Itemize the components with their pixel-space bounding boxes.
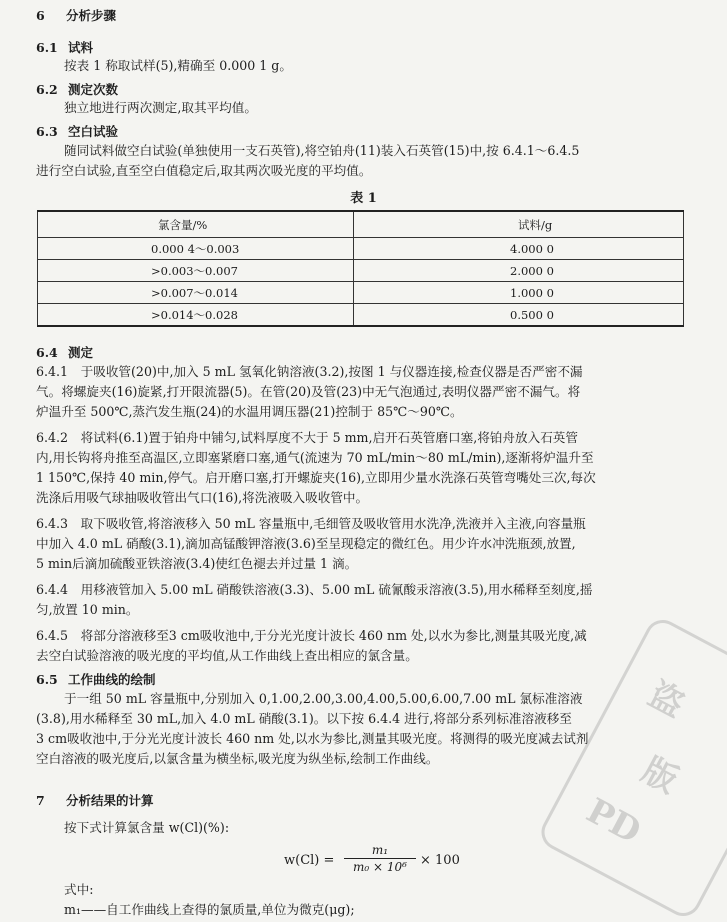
- section-6-5-line: 空白溶液的吸光度后,以氯含量为横坐标,吸光度为纵坐标,绘制工作曲线。: [36, 751, 439, 766]
- section-6-5-line: (3.8),用水稀释至 30 mL,加入 4.0 mL 硝酸(3.1)。以下按 6.4.4 进行,将部分系列标准溶液移至: [36, 711, 572, 726]
- table-cell: >0.003～0.007: [38, 260, 354, 282]
- section-6-1-text: 按表 1 称取试样(5),精确至 0.000 1 g。: [64, 58, 292, 73]
- table-1-caption: 表 1: [350, 191, 377, 206]
- formula-numerator: m₁: [344, 843, 416, 859]
- section-6-5-line: 3 cm吸收池中,于分光光度计波长 460 nm 处,以水为参比,测量其吸光度。将测得的吸光度减去试剂: [36, 731, 589, 746]
- section-6-5-line: 于一组 50 mL 容量瓶中,分别加入 0,1.00,2.00,3.00,4.00,5.00,6.00,7.00 mL 氯标准溶液: [64, 691, 583, 706]
- formula-denominator: m₀ × 10⁶: [353, 860, 407, 874]
- table-header-cell: 试料/g: [354, 211, 684, 238]
- table-row: [38, 238, 684, 260]
- formula-lhs: w(Cl) =: [284, 853, 335, 868]
- table-cell: >0.007～0.014: [38, 282, 354, 304]
- table-row: [38, 304, 684, 327]
- para-6-4-5-line: 6.4.5 将部分溶液移至3 cm吸收池中,于分光光度计波长 460 nm 处,以水为参比,测量其吸光度,减: [36, 628, 587, 643]
- table-cell: 1.000 0: [354, 282, 684, 304]
- para-6-4-3-line: 中加入 4.0 mL 硝酸(3.1),滴加高锰酸钾溶液(3.6)至呈现稳定的微红色。用少许水冲洗瓶颈,放置,: [36, 536, 576, 551]
- table-header-cell: 氯含量/%: [38, 211, 354, 238]
- where-label: 式中:: [64, 882, 94, 897]
- section-6-2-text: 独立地进行两次测定,取其平均值。: [64, 100, 257, 115]
- table-header-row: [38, 211, 684, 238]
- para-6-4-2-line: 1 150℃,保持 40 min,停气。启开磨口塞,打开螺旋夹(16),立即用少量水洗涤石英管弯嘴处三次,每次: [36, 470, 596, 485]
- table-cell: >0.014～0.028: [38, 304, 354, 327]
- para-6-4-5-line: 去空白试验溶液的吸光度的平均值,从工作曲线上查出相应的氯含量。: [36, 648, 418, 663]
- table-cell: 2.000 0: [354, 260, 684, 282]
- section-6-3-line: 随同试料做空白试验(单独使用一支石英管),将空铂舟(11)装入石英管(15)中,按 6.4.1～6.4.5: [64, 143, 580, 158]
- formula-multiplier: × 100: [420, 853, 460, 868]
- section-6-5-heading: 6.5 工作曲线的绘制: [36, 672, 156, 687]
- section-7-heading: 7 分析结果的计算: [36, 793, 154, 808]
- watermark-stamp: 盗 版 PD: [535, 614, 727, 922]
- para-6-4-2-line: 内,用长钩将舟推至高温区,立即塞紧磨口塞,通气(流速为 70 mL/min～80 mL/min),逐渐将炉温升至: [36, 450, 594, 465]
- section-6-4-heading: 6.4 测定: [36, 345, 94, 360]
- para-6-4-2-line: 洗涤后用吸气球抽吸收管出气口(16),将洗液吸入吸收管中。: [36, 490, 369, 505]
- para-6-4-4-line: 匀,放置 10 min。: [36, 602, 139, 617]
- table-1: [37, 210, 684, 327]
- table-row: [38, 282, 684, 304]
- table-cell: 0.000 4～0.003: [38, 238, 354, 260]
- table-row: [38, 260, 684, 282]
- table-cell: 4.000 0: [354, 238, 684, 260]
- para-6-4-2-line: 6.4.2 将试料(6.1)置于铂舟中铺匀,试料厚度不大于 5 mm,启开石英管磨口塞,将铂舟放入石英管: [36, 430, 578, 445]
- para-6-4-1-line: 6.4.1 于吸收管(20)中,加入 5 mL 氢氧化钠溶液(3.2),按图 1 与仪器连接,检查仪器是否严密不漏: [36, 364, 583, 379]
- section-7-intro: 按下式计算氯含量 w(Cl)(%):: [64, 820, 230, 835]
- para-6-4-1-line: 炉温升至 500℃,蒸汽发生瓶(24)的水温用调压器(21)控制于 85℃～90℃。: [36, 404, 463, 419]
- para-6-4-3-line: 5 min后滴加硫酸亚铁溶液(3.4)使红色褪去并过量 1 滴。: [36, 556, 358, 571]
- section-6-1-heading: 6.1 试料: [36, 40, 94, 55]
- section-6-heading: 6 分析步骤: [36, 8, 117, 23]
- para-6-4-3-line: 6.4.3 取下吸收管,将溶液移入 50 mL 容量瓶中,毛细管及吸收管用水洗净,洗液并入主液,向容量瓶: [36, 516, 586, 531]
- para-6-4-1-line: 气。将螺旋夹(16)旋紧,打开限流器(5)。在管(20)及管(23)中无气泡通过,表明仪器严密不漏气。将: [36, 384, 581, 399]
- section-6-2-heading: 6.2 测定次数: [36, 82, 119, 97]
- table-cell: 0.500 0: [354, 304, 684, 327]
- section-6-3-heading: 6.3 空白试验: [36, 124, 119, 139]
- formula-fraction: [344, 843, 416, 874]
- para-6-4-4-line: 6.4.4 用移液管加入 5.00 mL 硝酸铁溶液(3.3)、5.00 mL 硫氰酸汞溶液(3.5),用水稀释至刻度,摇: [36, 582, 593, 597]
- section-6-3-line: 进行空白试验,直至空白值稳定后,取其两次吸光度的平均值。: [36, 163, 372, 178]
- m1-definition: m₁——自工作曲线上查得的氯质量,单位为微克(μg);: [64, 902, 355, 917]
